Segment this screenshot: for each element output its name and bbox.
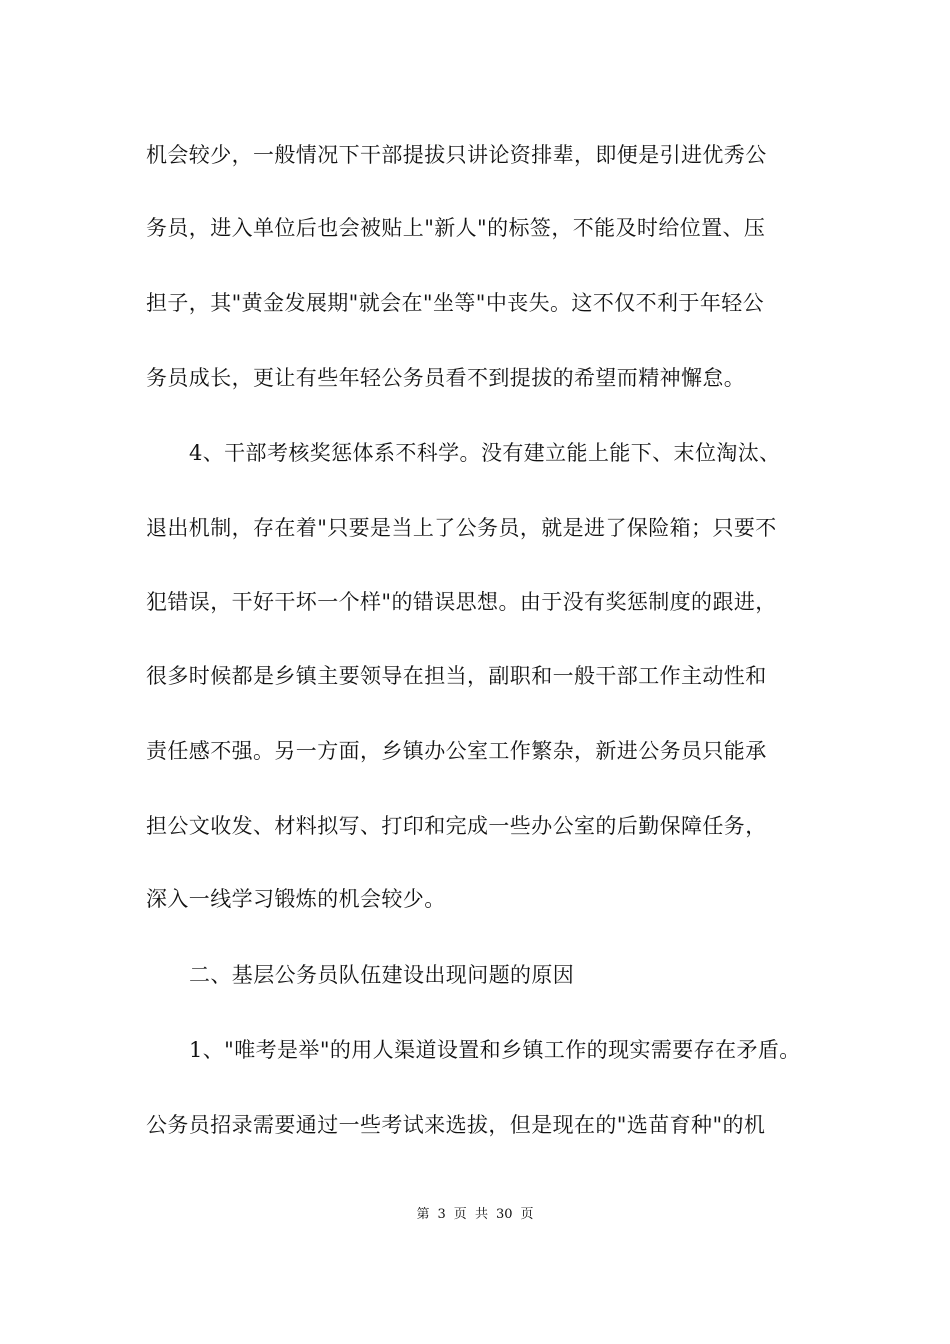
paragraph-2-line-5: 责任感不强。另一方面，乡镇办公室工作繁杂，新进公务员只能承 — [146, 739, 767, 763]
page-footer — [0, 1206, 950, 1224]
footer-prefix: 第 — [416, 1207, 430, 1222]
footer-page-unit: 页 — [453, 1207, 467, 1222]
footer-total-prefix: 共 — [474, 1207, 488, 1222]
footer-total-pages: 30 — [495, 1207, 513, 1222]
footer-total-unit: 页 — [520, 1207, 534, 1222]
paragraph-1-line-3: 担子，其"黄金发展期"就会在"坐等"中丧失。这不仅不利于年轻公 — [146, 291, 765, 315]
paragraph-2-line-2: 退出机制，存在着"只要是当上了公务员，就是进了保险箱；只要不 — [146, 516, 777, 540]
paragraph-1-line-4: 务员成长，更让有些年轻公务员看不到提拔的希望而精神懈怠。 — [146, 366, 746, 390]
paragraph-3-line-1: 1、"唯考是举"的用人渠道设置和乡镇工作的现实需要存在矛盾。 — [189, 1038, 801, 1062]
paragraph-2-line-4: 很多时候都是乡镇主要领导在担当，副职和一般干部工作主动性和 — [146, 664, 767, 688]
paragraph-1-line-2: 务员，进入单位后也会被贴上"新人"的标签，不能及时给位置、压 — [146, 216, 766, 240]
paragraph-2-line-6: 担公文收发、材料拟写、打印和完成一些办公室的后勤保障任务， — [146, 814, 767, 838]
paragraph-2-line-7: 深入一线学习锻炼的机会较少。 — [146, 887, 446, 911]
paragraph-2-line-3: 犯错误，干好干坏一个样"的错误思想。由于没有奖惩制度的跟进， — [146, 590, 777, 614]
paragraph-2-line-1: 4、干部考核奖惩体系不科学。没有建立能上能下、末位淘汰、 — [189, 441, 781, 465]
paragraph-1-line-1: 机会较少，一般情况下干部提拔只讲论资排辈，即便是引进优秀公 — [146, 143, 767, 167]
section-heading: 二、基层公务员队伍建设出现问题的原因 — [189, 963, 575, 987]
footer-page-number: 3 — [437, 1207, 446, 1222]
paragraph-3-line-2: 公务员招录需要通过一些考试来选拔，但是现在的"选苗育种"的机 — [146, 1113, 766, 1137]
